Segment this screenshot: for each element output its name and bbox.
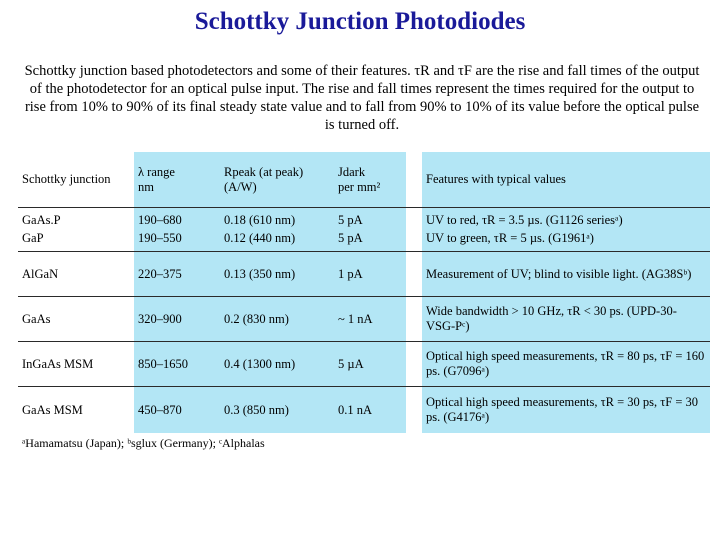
rpeak-cell: 0.4 (1300 nm) [220, 342, 334, 387]
table-header-row [18, 152, 710, 208]
features-cell: Optical high speed measurements, τR = 80 ps, τF = 160 ps. (G7096ᵃ) [422, 342, 710, 387]
jdark-a: 5 pA [338, 213, 363, 227]
column-gap [406, 252, 422, 297]
rpeak-cell [220, 208, 334, 252]
range-cell [134, 208, 220, 252]
jdark-cell: 5 µA [334, 342, 406, 387]
jdark-cell [334, 208, 406, 252]
features-a: UV to red, τR = 3.5 µs. (G1126 seriesᵃ) [426, 213, 623, 227]
page-title: Schottky Junction Photodiodes [194, 8, 526, 35]
photodiode-table [18, 152, 710, 433]
column-gap [406, 297, 422, 342]
header-range-line1: λ range [138, 164, 175, 179]
column-gap [406, 208, 422, 252]
range-cell: 220–375 [134, 252, 220, 297]
header-junction: Schottky junction [18, 152, 134, 208]
header-range-line2: nm [138, 179, 154, 194]
features-cell: Measurement of UV; blind to visible light. (AG38Sᵇ) [422, 252, 710, 297]
header-jdark-line2: per mm² [338, 179, 381, 194]
header-rpeak-line1: Rpeak (at peak) [224, 164, 304, 179]
footnote: ᵃHamamatsu (Japan); ᵇsglux (Germany); ᶜAlphalas [22, 436, 265, 450]
features-cell [422, 208, 710, 252]
column-gap [406, 152, 422, 208]
junction-cell: GaAs [18, 297, 134, 342]
header-features: Features with typical values [422, 152, 710, 208]
jdark-b: 5 pA [338, 231, 363, 245]
column-gap [406, 342, 422, 387]
range-cell: 850–1650 [134, 342, 220, 387]
jdark-cell: ~ 1 nA [334, 297, 406, 342]
range-b: 190–550 [138, 231, 182, 245]
header-range [134, 152, 220, 208]
junction-a: GaAs.P [22, 213, 61, 227]
table-row [18, 387, 710, 434]
rpeak-b: 0.12 (440 nm) [224, 231, 296, 245]
junction-cell: AlGaN [18, 252, 134, 297]
features-cell: Optical high speed measurements, τR = 30 ps, τF = 30 ps. (G4176ᵃ) [422, 387, 710, 434]
range-a: 190–680 [138, 213, 182, 227]
junction-b: GaP [22, 231, 44, 245]
jdark-cell: 1 pA [334, 252, 406, 297]
header-jdark [334, 152, 406, 208]
jdark-cell: 0.1 nA [334, 387, 406, 434]
junction-cell: InGaAs MSM [18, 342, 134, 387]
rpeak-cell: 0.2 (830 nm) [220, 297, 334, 342]
range-cell: 450–870 [134, 387, 220, 434]
column-gap [406, 387, 422, 434]
header-rpeak [220, 152, 334, 208]
table-row [18, 342, 710, 387]
junction-cell [18, 208, 134, 252]
rpeak-cell: 0.3 (850 nm) [220, 387, 334, 434]
junction-cell: GaAs MSM [18, 387, 134, 434]
rpeak-cell: 0.13 (350 nm) [220, 252, 334, 297]
table-row [18, 297, 710, 342]
table-row [18, 252, 710, 297]
header-rpeak-line2: (A/W) [224, 179, 257, 194]
table-row [18, 208, 710, 252]
range-cell: 320–900 [134, 297, 220, 342]
header-jdark-line1: Jdark [338, 164, 366, 179]
intro-paragraph: Schottky junction based photodetectors and some of their features. τR and τF are the rise and fall times of the output of the photodetector for an optical pulse input. The rise and fall times represent the times required for the output to rise from 10% to 90% of its final steady state value and to fall from 90% to 10% of its value before the optical pulse is turned off. [24, 63, 700, 133]
rpeak-a: 0.18 (610 nm) [224, 213, 296, 227]
features-cell: Wide bandwidth > 10 GHz, τR < 30 ps. (UPD-30-VSG-Pᶜ) [422, 297, 710, 342]
features-b: UV to green, τR = 5 µs. (G1961ᵃ) [426, 231, 594, 245]
